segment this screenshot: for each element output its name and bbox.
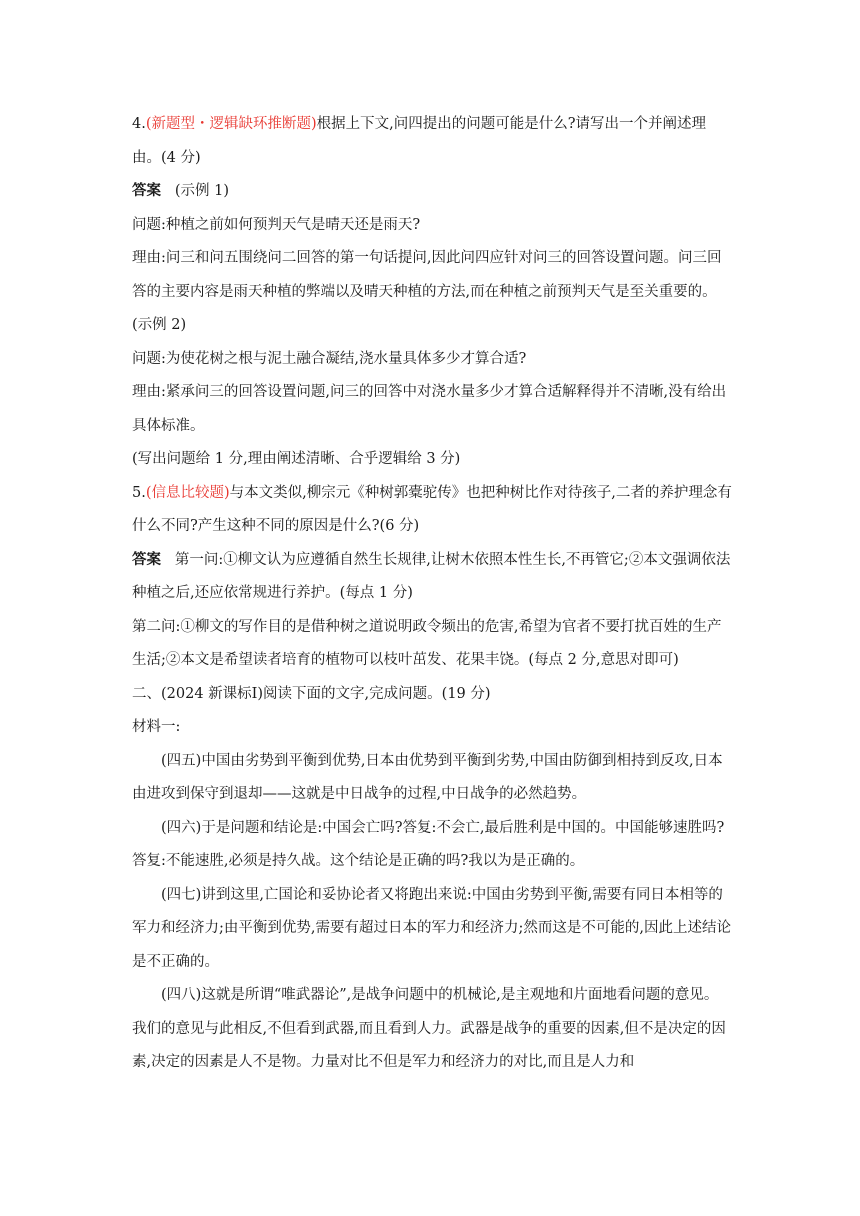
answer-text: 第一问:①柳文认为应遵循自然生长规律,让树木依照本性生长,不再管它;②本文强调依法种植之后,还应依常规进行养护。(每点 1 分) — [132, 551, 731, 601]
question-number: 5. — [132, 484, 146, 501]
answer-part1 — [132, 544, 732, 611]
question-type-tag: (新题型・逻辑缺环推断题) — [145, 116, 317, 132]
example1-reason: 理由:问三和问五围绕问二回答的第一句话提问,因此问四应针对问三的回答设置问题。问三回答的主要内容是雨天种植的弊端以及晴天种植的方法,而在种植之前预判天气是至关重要的。 — [132, 250, 722, 300]
document-body — [132, 108, 732, 1080]
answer-label: 答案 — [132, 551, 161, 568]
paragraph-48: (四八)这就是所谓“唯武器论”,是战争问题中的机械论,是主观地和片面地看问题的意见。我们的意见与此相反,不但看到武器,而且看到人力。武器是战争的重要的因素,但不是决定的因素,决定的因素是人不是物。力量对比不但是军力和经济力的对比,而且是人力和 — [132, 987, 726, 1070]
question-text: 与本文类似,柳宗元《种树郭橐驼传》也把种树比作对待孩子,二者的养护理念有什么不同?产生这种不同的原因是什么?(6 分) — [132, 484, 732, 534]
answer-line — [132, 175, 732, 209]
example2-reason: 理由:紧承问三的回答设置问题,问三的回答中对浇水量多少才算合适解释得并不清晰,没有给出具体标准。 — [132, 384, 727, 434]
example-label: (示例 1) — [174, 183, 229, 199]
example2-label: (示例 2) — [132, 317, 187, 333]
material-label: 材料一: — [132, 719, 181, 735]
paragraph-46: (四六)于是问题和结论是:中国会亡吗?答复:不会亡,最后胜利是中国的。中国能够速胜吗?答复:不能速胜,必须是持久战。这个结论是正确的吗?我以为是正确的。 — [132, 819, 725, 869]
answer-label: 答案 — [132, 183, 161, 199]
paragraph-45: (四五)中国由劣势到平衡到优势,日本由优势到平衡到劣势,中国由防御到相持到反攻,日本由进攻到保守到退却——这就是中日战争的过程,中日战争的必然趋势。 — [132, 752, 723, 802]
question-number: 4. — [132, 116, 146, 132]
section-heading: 二、(2024 新课标Ⅰ)阅读下面的文字,完成问题。(19 分) — [132, 685, 491, 702]
example2-question: 问题:为使花树之根与泥土融合凝结,浇水量具体多少才算合适? — [132, 350, 527, 367]
question-4 — [132, 108, 732, 175]
answer-part2: 第二问:①柳文的写作目的是借种树之道说明政令频出的危害,希望为官者不要打扰百姓的生产生活;②本文是希望读者培育的植物可以枝叶茁发、花果丰饶。(每点 2 分,意思对即可) — [132, 618, 722, 668]
question-type-tag: (信息比较题) — [145, 484, 230, 501]
paragraph-47: (四七)讲到这里,亡国论和妥协论者又将跑出来说:中国由劣势到平衡,需要有同日本相等的军力和经济力;由平衡到优势,需要有超过日本的军力和经济力;然而这是不可能的,因此上述结论是不正确的。 — [132, 886, 731, 970]
question-5 — [132, 477, 732, 544]
example1-question: 问题:种植之前如何预判天气是晴天还是雨天? — [132, 216, 421, 233]
scoring-note: (写出问题给 1 分,理由阐述清晰、合乎逻辑给 3 分) — [132, 451, 461, 467]
question-text: 根据上下文,问四提出的问题可能是什么?请写出一个并阐述理由。(4 分) — [132, 116, 707, 166]
